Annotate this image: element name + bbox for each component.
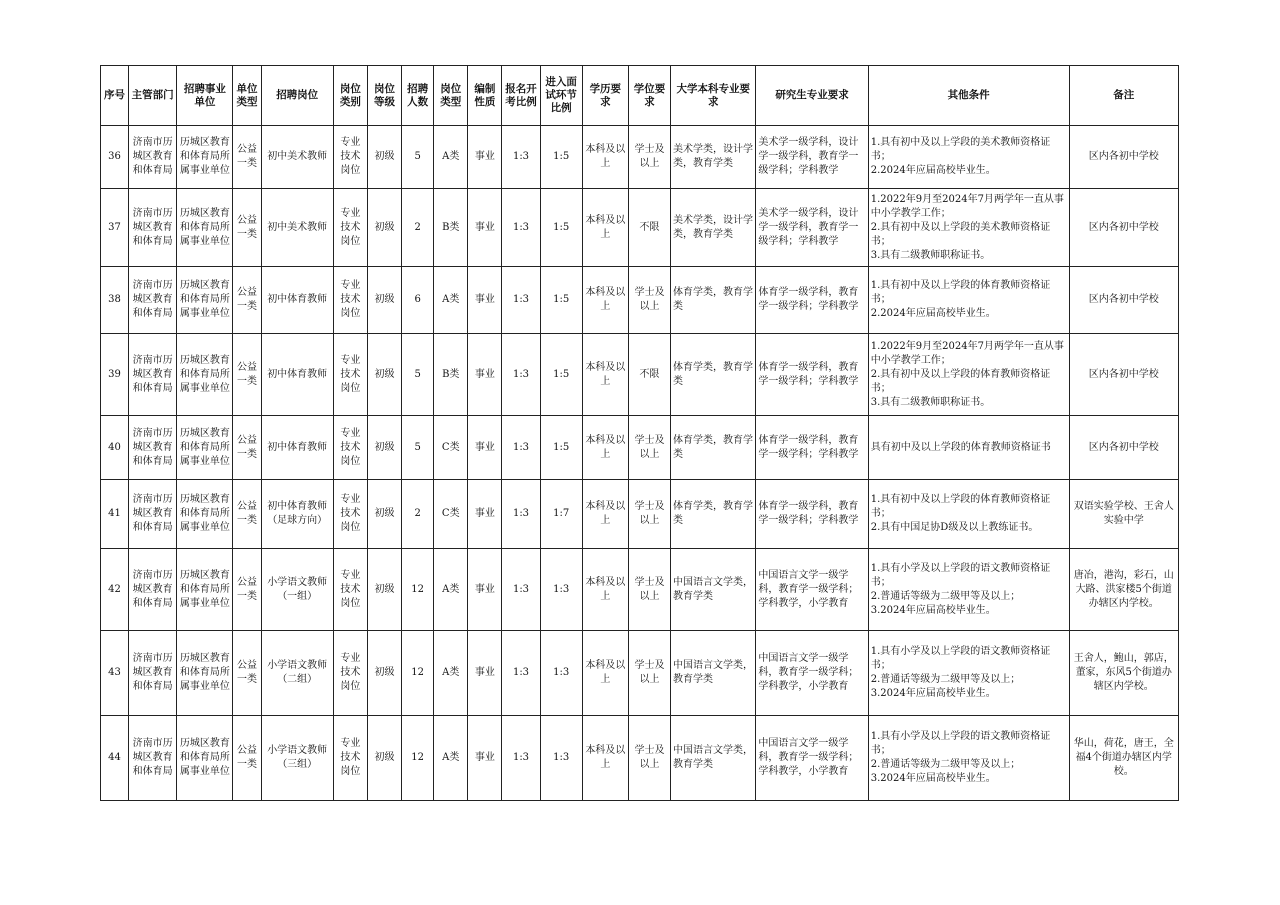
table-row (101, 631, 1179, 716)
cell-dept: 济南市历城区教育和体育局 (129, 549, 177, 631)
cell-unit-type: 公益一类 (233, 480, 261, 549)
cell-interview-ratio: 1:3 (540, 549, 582, 631)
cell-graduate: 体育学一级学科，教育学一级学科；学科教学 (756, 480, 868, 549)
header-cell: 学位要求 (628, 66, 670, 126)
cell-interview-ratio: 1:3 (540, 631, 582, 716)
cell-nature: 事业 (468, 480, 502, 549)
cell-note: 区内各初中学校 (1069, 126, 1179, 189)
cell-note: 区内各初中学校 (1069, 416, 1179, 480)
cell-interview-ratio: 1:5 (540, 267, 582, 334)
cell-unit: 历城区教育和体育局所属事业单位 (177, 631, 233, 716)
cell-no: 40 (101, 416, 129, 480)
cell-bachelor: 美术学类，设计学类，教育学类 (671, 189, 756, 267)
table-body (101, 126, 1179, 801)
cell-other: 具有初中及以上学段的体育教师资格证书 (868, 416, 1069, 480)
cell-other: 1.具有初中及以上学段的美术教师资格证书； 2.2024年应届高校毕业生。 (868, 126, 1069, 189)
cell-edu: 本科及以上 (582, 549, 628, 631)
cell-other: 1.2022年9月至2024年7月两学年一直从事中小学教学工作； 2.具有初中及以上学段的美术教师资格证书； 3.具有二级教师职称证书。 (868, 189, 1069, 267)
cell-post-cat: 专业技术岗位 (333, 416, 367, 480)
cell-post: 小学语文教师（三组） (261, 716, 333, 801)
cell-level: 初级 (367, 267, 401, 334)
table-row (101, 716, 1179, 801)
cell-level: 初级 (367, 189, 401, 267)
cell-bachelor: 中国语言文学类，教育学类 (671, 716, 756, 801)
cell-edu: 本科及以上 (582, 126, 628, 189)
cell-post-cat: 专业技术岗位 (333, 126, 367, 189)
cell-other: 1.具有初中及以上学段的体育教师资格证书； 2.具有中国足协D级及以上教练证书。 (868, 480, 1069, 549)
header-cell: 岗位类型 (434, 66, 468, 126)
cell-dept: 济南市历城区教育和体育局 (129, 716, 177, 801)
cell-unit-type: 公益一类 (233, 549, 261, 631)
cell-nature: 事业 (468, 631, 502, 716)
cell-interview-ratio: 1:5 (540, 189, 582, 267)
cell-other: 1.具有小学及以上学段的语文教师资格证书； 2.普通话等级为二级甲等及以上； 3.2024年应届高校毕业生。 (868, 716, 1069, 801)
cell-no: 36 (101, 126, 129, 189)
cell-post-cat: 专业技术岗位 (333, 267, 367, 334)
table-row (101, 549, 1179, 631)
cell-unit-type: 公益一类 (233, 189, 261, 267)
cell-edu: 本科及以上 (582, 631, 628, 716)
header-cell: 单位类型 (233, 66, 261, 126)
cell-bachelor: 中国语言文学类，教育学类 (671, 631, 756, 716)
cell-exam-ratio: 1:3 (502, 334, 540, 416)
cell-edu: 本科及以上 (582, 189, 628, 267)
cell-unit-type: 公益一类 (233, 416, 261, 480)
header-cell: 备注 (1069, 66, 1179, 126)
cell-post-type: A类 (434, 549, 468, 631)
cell-unit-type: 公益一类 (233, 126, 261, 189)
header-cell: 研究生专业要求 (756, 66, 868, 126)
cell-post: 小学语文教师（一组） (261, 549, 333, 631)
cell-count: 12 (402, 716, 434, 801)
cell-dept: 济南市历城区教育和体育局 (129, 267, 177, 334)
cell-unit: 历城区教育和体育局所属事业单位 (177, 480, 233, 549)
cell-post-type: A类 (434, 126, 468, 189)
cell-count: 12 (402, 549, 434, 631)
cell-degree: 学士及以上 (628, 631, 670, 716)
cell-count: 12 (402, 631, 434, 716)
cell-unit: 历城区教育和体育局所属事业单位 (177, 334, 233, 416)
cell-degree: 学士及以上 (628, 480, 670, 549)
cell-post-type: A类 (434, 631, 468, 716)
cell-degree: 学士及以上 (628, 716, 670, 801)
header-cell: 其他条件 (868, 66, 1069, 126)
cell-no: 44 (101, 716, 129, 801)
cell-unit-type: 公益一类 (233, 716, 261, 801)
cell-edu: 本科及以上 (582, 267, 628, 334)
cell-count: 6 (402, 267, 434, 334)
cell-dept: 济南市历城区教育和体育局 (129, 480, 177, 549)
cell-no: 43 (101, 631, 129, 716)
header-cell: 大学本科专业要求 (671, 66, 756, 126)
cell-unit: 历城区教育和体育局所属事业单位 (177, 549, 233, 631)
table-row (101, 126, 1179, 189)
cell-dept: 济南市历城区教育和体育局 (129, 631, 177, 716)
cell-no: 38 (101, 267, 129, 334)
header-cell: 岗位类别 (333, 66, 367, 126)
cell-post-type: C类 (434, 416, 468, 480)
cell-no: 41 (101, 480, 129, 549)
cell-note: 区内各初中学校 (1069, 334, 1179, 416)
cell-nature: 事业 (468, 716, 502, 801)
cell-nature: 事业 (468, 549, 502, 631)
header-cell: 进入面试环节比例 (540, 66, 582, 126)
recruitment-table (100, 65, 1179, 801)
cell-bachelor: 体育学类，教育学类 (671, 416, 756, 480)
cell-interview-ratio: 1:5 (540, 126, 582, 189)
cell-post-type: A类 (434, 267, 468, 334)
cell-nature: 事业 (468, 267, 502, 334)
cell-graduate: 美术学一级学科，设计学一级学科，教育学一级学科；学科教学 (756, 126, 868, 189)
cell-level: 初级 (367, 549, 401, 631)
cell-post-cat: 专业技术岗位 (333, 334, 367, 416)
cell-interview-ratio: 1:3 (540, 716, 582, 801)
cell-edu: 本科及以上 (582, 334, 628, 416)
cell-post-cat: 专业技术岗位 (333, 189, 367, 267)
cell-graduate: 体育学一级学科，教育学一级学科；学科教学 (756, 334, 868, 416)
cell-unit: 历城区教育和体育局所属事业单位 (177, 716, 233, 801)
cell-note: 唐冶，港沟，彩石，山大路、洪家楼5个街道办辖区内学校。 (1069, 549, 1179, 631)
cell-edu: 本科及以上 (582, 416, 628, 480)
header-cell: 编制性质 (468, 66, 502, 126)
cell-no: 37 (101, 189, 129, 267)
cell-edu: 本科及以上 (582, 716, 628, 801)
cell-nature: 事业 (468, 334, 502, 416)
table-header-row (101, 66, 1179, 126)
cell-level: 初级 (367, 716, 401, 801)
cell-exam-ratio: 1:3 (502, 267, 540, 334)
cell-post-cat: 专业技术岗位 (333, 549, 367, 631)
header-cell: 主管部门 (129, 66, 177, 126)
cell-exam-ratio: 1:3 (502, 126, 540, 189)
cell-post-cat: 专业技术岗位 (333, 716, 367, 801)
cell-count: 5 (402, 126, 434, 189)
cell-bachelor: 美术学类，设计学类，教育学类 (671, 126, 756, 189)
cell-edu: 本科及以上 (582, 480, 628, 549)
cell-nature: 事业 (468, 126, 502, 189)
cell-level: 初级 (367, 631, 401, 716)
cell-note: 区内各初中学校 (1069, 189, 1179, 267)
cell-other: 1.2022年9月至2024年7月两学年一直从事中小学教学工作； 2.具有初中及以上学段的体育教师资格证书； 3.具有二级教师职称证书。 (868, 334, 1069, 416)
cell-post: 初中美术教师 (261, 126, 333, 189)
cell-degree: 学士及以上 (628, 267, 670, 334)
cell-post: 初中体育教师 (261, 416, 333, 480)
header-cell: 序号 (101, 66, 129, 126)
cell-unit-type: 公益一类 (233, 631, 261, 716)
cell-post-type: B类 (434, 189, 468, 267)
cell-no: 42 (101, 549, 129, 631)
cell-note: 华山，荷花，唐王，全福4个街道办辖区内学校。 (1069, 716, 1179, 801)
cell-post-cat: 专业技术岗位 (333, 480, 367, 549)
cell-unit: 历城区教育和体育局所属事业单位 (177, 126, 233, 189)
cell-degree: 学士及以上 (628, 549, 670, 631)
cell-dept: 济南市历城区教育和体育局 (129, 416, 177, 480)
cell-degree: 学士及以上 (628, 416, 670, 480)
cell-exam-ratio: 1:3 (502, 549, 540, 631)
cell-exam-ratio: 1:3 (502, 716, 540, 801)
cell-post: 初中体育教师（足球方向） (261, 480, 333, 549)
cell-graduate: 美术学一级学科，设计学一级学科，教育学一级学科；学科教学 (756, 189, 868, 267)
cell-dept: 济南市历城区教育和体育局 (129, 189, 177, 267)
header-cell: 招聘岗位 (261, 66, 333, 126)
cell-exam-ratio: 1:3 (502, 416, 540, 480)
cell-nature: 事业 (468, 416, 502, 480)
cell-degree: 不限 (628, 189, 670, 267)
cell-other: 1.具有初中及以上学段的体育教师资格证书； 2.2024年应届高校毕业生。 (868, 267, 1069, 334)
cell-exam-ratio: 1:3 (502, 480, 540, 549)
header-cell: 招聘人数 (402, 66, 434, 126)
cell-graduate: 中国语言文学一级学科，教育学一级学科；学科教学，小学教育 (756, 549, 868, 631)
header-cell: 学历要求 (582, 66, 628, 126)
cell-degree: 不限 (628, 334, 670, 416)
cell-note: 双语实验学校、王舍人实验中学 (1069, 480, 1179, 549)
header-cell: 岗位等级 (367, 66, 401, 126)
cell-unit: 历城区教育和体育局所属事业单位 (177, 267, 233, 334)
cell-degree: 学士及以上 (628, 126, 670, 189)
cell-dept: 济南市历城区教育和体育局 (129, 126, 177, 189)
cell-post-cat: 专业技术岗位 (333, 631, 367, 716)
cell-other: 1.具有小学及以上学段的语文教师资格证书； 2.普通话等级为二级甲等及以上； 3.2024年应届高校毕业生。 (868, 631, 1069, 716)
header-cell: 招聘事业单位 (177, 66, 233, 126)
cell-unit: 历城区教育和体育局所属事业单位 (177, 416, 233, 480)
cell-bachelor: 体育学类，教育学类 (671, 267, 756, 334)
cell-bachelor: 体育学类，教育学类 (671, 334, 756, 416)
cell-exam-ratio: 1:3 (502, 631, 540, 716)
cell-post: 初中美术教师 (261, 189, 333, 267)
cell-bachelor: 中国语言文学类，教育学类 (671, 549, 756, 631)
cell-count: 5 (402, 416, 434, 480)
header-cell: 报名开考比例 (502, 66, 540, 126)
cell-level: 初级 (367, 416, 401, 480)
cell-nature: 事业 (468, 189, 502, 267)
cell-graduate: 中国语言文学一级学科，教育学一级学科；学科教学，小学教育 (756, 631, 868, 716)
cell-note: 区内各初中学校 (1069, 267, 1179, 334)
cell-post: 小学语文教师（二组） (261, 631, 333, 716)
cell-post-type: B类 (434, 334, 468, 416)
cell-other: 1.具有小学及以上学段的语文教师资格证书； 2.普通话等级为二级甲等及以上； 3.2024年应届高校毕业生。 (868, 549, 1069, 631)
cell-level: 初级 (367, 334, 401, 416)
cell-unit: 历城区教育和体育局所属事业单位 (177, 189, 233, 267)
cell-graduate: 体育学一级学科，教育学一级学科；学科教学 (756, 267, 868, 334)
table-row (101, 334, 1179, 416)
cell-level: 初级 (367, 480, 401, 549)
cell-graduate: 体育学一级学科，教育学一级学科；学科教学 (756, 416, 868, 480)
cell-dept: 济南市历城区教育和体育局 (129, 334, 177, 416)
cell-unit-type: 公益一类 (233, 334, 261, 416)
cell-bachelor: 体育学类，教育学类 (671, 480, 756, 549)
cell-interview-ratio: 1:5 (540, 416, 582, 480)
cell-no: 39 (101, 334, 129, 416)
cell-level: 初级 (367, 126, 401, 189)
cell-count: 2 (402, 189, 434, 267)
cell-exam-ratio: 1:3 (502, 189, 540, 267)
cell-post-type: C类 (434, 480, 468, 549)
cell-graduate: 中国语言文学一级学科，教育学一级学科；学科教学，小学教育 (756, 716, 868, 801)
cell-interview-ratio: 1:5 (540, 334, 582, 416)
cell-count: 5 (402, 334, 434, 416)
cell-count: 2 (402, 480, 434, 549)
table-row (101, 480, 1179, 549)
cell-post-type: A类 (434, 716, 468, 801)
cell-post: 初中体育教师 (261, 334, 333, 416)
cell-post: 初中体育教师 (261, 267, 333, 334)
table-row (101, 189, 1179, 267)
cell-note: 王舍人，鲍山，郭店，董家，东风5个街道办辖区内学校。 (1069, 631, 1179, 716)
cell-interview-ratio: 1:7 (540, 480, 582, 549)
table-row (101, 416, 1179, 480)
table-row (101, 267, 1179, 334)
cell-unit-type: 公益一类 (233, 267, 261, 334)
